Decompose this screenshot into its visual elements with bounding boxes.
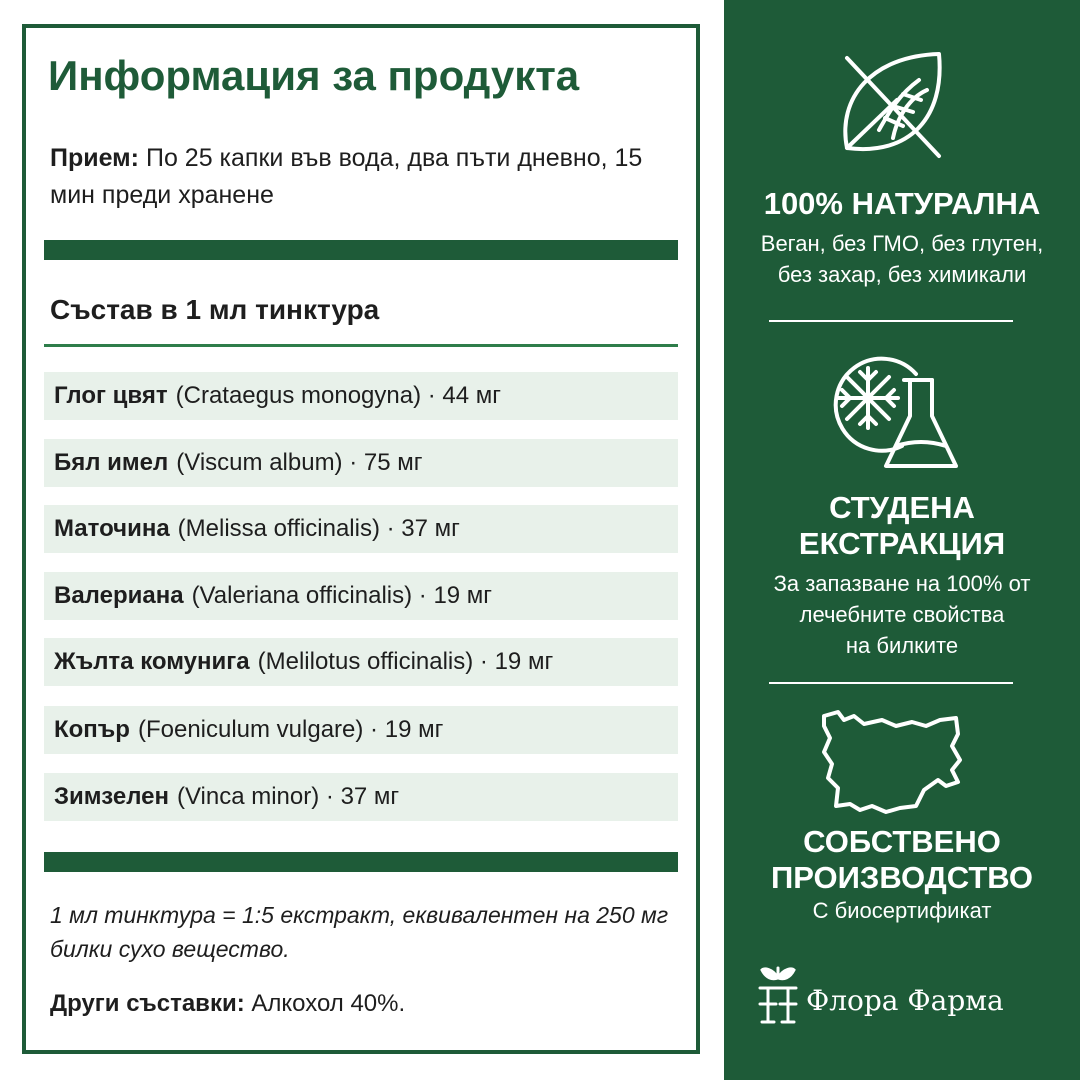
section-divider-bar bbox=[44, 852, 678, 872]
ingredient-name: Глог цвят bbox=[54, 382, 168, 409]
feature-title-production bbox=[724, 824, 1080, 896]
composition-underline bbox=[44, 344, 678, 347]
section-divider-bar bbox=[44, 240, 678, 260]
feature-title-line: ПРОИЗВОДСТВО bbox=[770, 860, 1034, 895]
feature-desc-line: без захар, без химикали bbox=[777, 262, 1027, 287]
feature-title-line: СТУДЕНА bbox=[829, 490, 975, 525]
ingredient-detail: (Valeriana officinalis) · 19 мг bbox=[191, 582, 493, 609]
ingredient-detail: (Crataegus monogyna) · 44 мг bbox=[175, 382, 502, 409]
feature-desc-line: на билките bbox=[845, 633, 959, 658]
ingredient-detail: (Melissa officinalis) · 37 мг bbox=[177, 515, 460, 542]
other-ingredients-label: Други съставки: bbox=[50, 990, 245, 1017]
feature-divider bbox=[769, 682, 1013, 684]
ingredient-name: Валериана bbox=[54, 582, 184, 609]
brand-logo bbox=[754, 964, 1054, 1026]
features-panel bbox=[724, 0, 1080, 1080]
ingredient-row bbox=[44, 638, 678, 686]
feature-title-line: ЕКСТРАКЦИЯ bbox=[798, 526, 1006, 561]
ingredient-name: Зимзелен bbox=[54, 783, 169, 810]
page-title: Информация за продукта bbox=[48, 52, 580, 99]
ingredient-row bbox=[44, 773, 678, 821]
ingredient-detail: (Viscum album) · 75 мг bbox=[176, 449, 423, 476]
ingredient-row bbox=[44, 505, 678, 553]
dosage-block bbox=[50, 140, 660, 214]
feature-desc-line: лечебните свойства bbox=[799, 602, 1005, 627]
ingredient-detail: (Melilotus officinalis) · 19 мг bbox=[257, 648, 554, 675]
feature-desc-natural bbox=[724, 228, 1080, 290]
feature-desc-line: С биосертификат bbox=[812, 898, 992, 923]
ingredient-name: Бял имел bbox=[54, 449, 169, 476]
flora-farma-logo-icon bbox=[754, 964, 802, 1026]
ingredient-row bbox=[44, 439, 678, 487]
feature-title-natural: 100% НАТУРАЛНА bbox=[763, 186, 1041, 221]
no-gmo-leaf-icon bbox=[827, 38, 957, 168]
ingredient-name: Копър bbox=[54, 716, 130, 743]
ingredient-name: Жълта комунига bbox=[54, 648, 250, 675]
feature-desc-line: За запазване на 100% от bbox=[773, 571, 1031, 596]
ingredient-detail: (Foeniculum vulgare) · 19 мг bbox=[137, 716, 444, 743]
bulgaria-map-icon bbox=[820, 708, 964, 820]
ingredient-name: Маточина bbox=[54, 515, 170, 542]
ingredient-row bbox=[44, 706, 678, 754]
other-ingredients bbox=[50, 990, 405, 1018]
feature-title-line: СОБСТВЕНО bbox=[803, 824, 1001, 859]
ingredient-row bbox=[44, 372, 678, 420]
feature-desc-line: Веган, без ГМО, без глутен, bbox=[760, 231, 1044, 256]
feature-desc-production bbox=[724, 895, 1080, 926]
dosage-text: По 25 капки във вода, два пъти дневно, 15 мин преди хранене bbox=[50, 144, 643, 209]
feature-divider bbox=[769, 320, 1013, 322]
cold-extraction-icon bbox=[816, 346, 966, 476]
feature-title-extraction bbox=[724, 490, 1080, 562]
ingredient-row bbox=[44, 572, 678, 620]
ingredient-detail: (Vinca minor) · 37 мг bbox=[176, 783, 400, 810]
extract-note: 1 мл тинктура = 1:5 екстракт, еквивалентен на 250 мг билки сухо вещество. bbox=[50, 902, 669, 962]
brand-name: Флора Фарма bbox=[806, 984, 1004, 1017]
composition-title: Състав в 1 мл тинктура bbox=[50, 294, 380, 325]
other-ingredients-value: Алкохол 40%. bbox=[251, 990, 406, 1017]
feature-desc-extraction bbox=[724, 568, 1080, 661]
dosage-label: Прием: bbox=[50, 144, 140, 172]
